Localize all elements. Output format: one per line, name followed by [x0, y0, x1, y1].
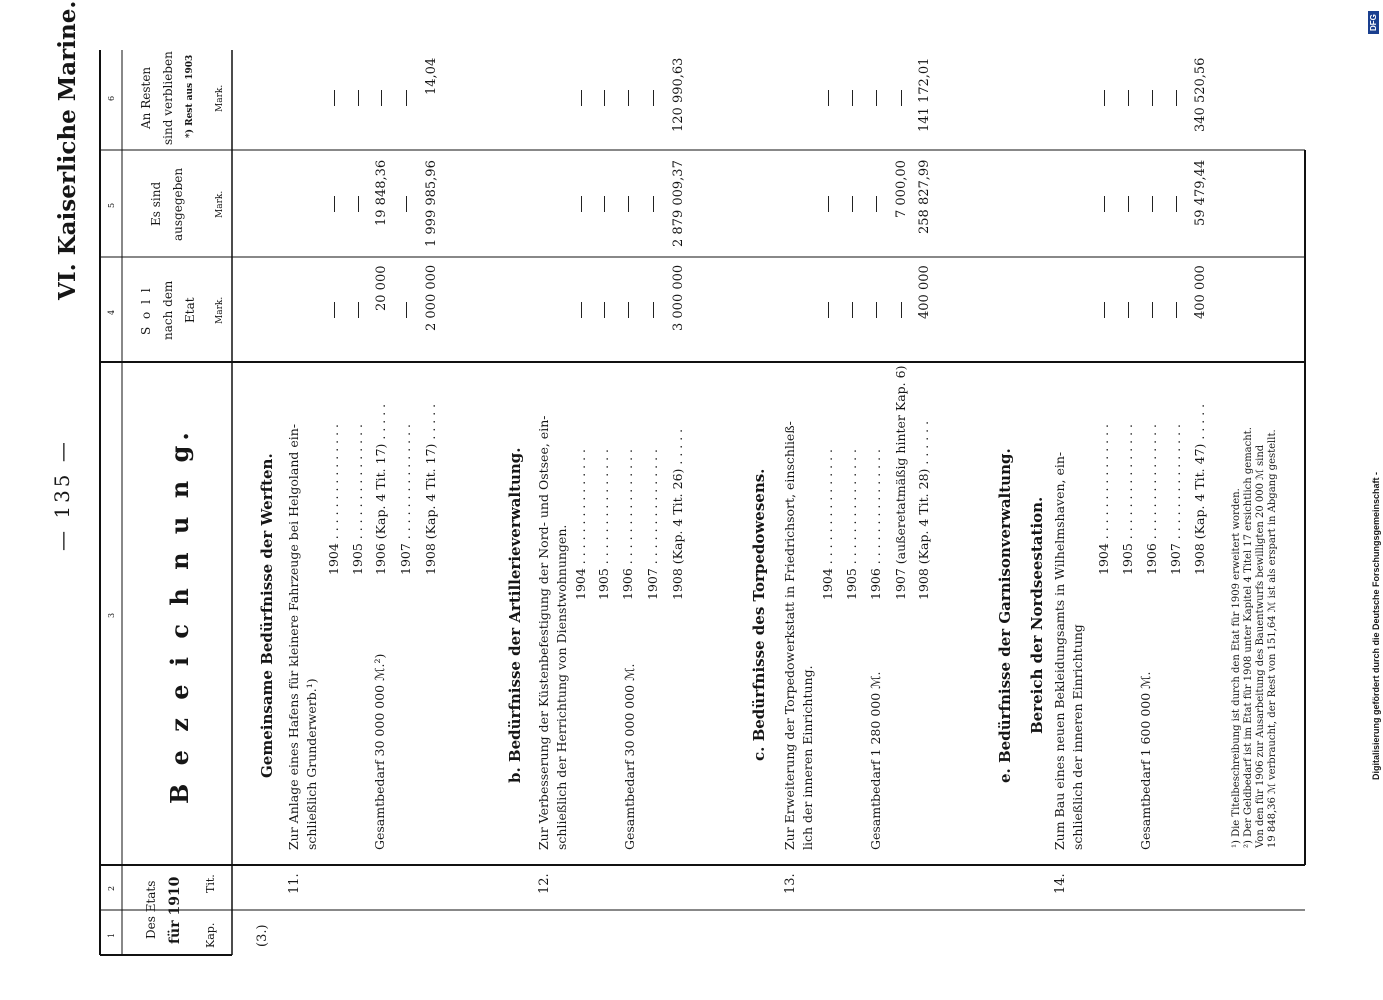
header-reste-mark: Mark. [215, 84, 225, 112]
item-1-year-2: 1906 . . . . . . . . . . . . . . . [620, 448, 635, 600]
item-0-aus-4: 1 999 985,96 [424, 160, 439, 247]
item-1-rest-4: 120 990,63 [671, 57, 686, 132]
item-0-soll-dash-0 [334, 302, 335, 318]
item-2-soll-4: 400 000 [917, 265, 932, 319]
item-3-year-1: 1905 . . . . . . . . . . . . . . . [1120, 423, 1135, 575]
item-0-desc-1: Zur Anlage eines Hafens für kleinere Fahrzeuge bei Helgoland ein- [286, 423, 301, 850]
item-0-soll-2: 20 000 [374, 265, 389, 311]
header-aus-mark: Mark. [215, 190, 225, 218]
item-2-desc-2: lich der inneren Einrichtung. [800, 665, 815, 850]
item-3-gesamt: Gesamtbedarf 1 600 000 ℳ. [1138, 671, 1153, 850]
item-3-soll-dash-3 [1176, 302, 1177, 318]
header-reste-2: sind verblieben [161, 51, 175, 145]
colnum-2: 2 [107, 885, 116, 891]
item-3-rest-dash-2 [1152, 90, 1153, 106]
item-1-soll-dash-0 [581, 302, 582, 318]
item-2-year-3: 1907 (außeretatmäßig hinter Kap. 6) [893, 365, 908, 600]
item-3-aus-dash-0 [1104, 196, 1105, 212]
item-3-aus-dash-2 [1152, 196, 1153, 212]
item-2-desc-1: Zur Erweiterung der Torpedowerkstatt in Friedrichsort, einschließ- [782, 421, 797, 850]
item-3-desc-1: Zum Bau eines neuen Bekleidungsamts in Wilhelmshaven, ein- [1052, 451, 1067, 850]
section-heading-garnison: e. Bedürfnisse der Garnisonverwaltung. [996, 447, 1014, 783]
item-1-year-3: 1907 . . . . . . . . . . . . . . . [645, 448, 660, 600]
item-3-rest-dash-3 [1176, 90, 1177, 106]
item-0-rest-dash-1 [358, 90, 359, 106]
item-3-desc-2: schließlich der inneren Einrichtung [1070, 624, 1085, 850]
item-1-year-0: 1904 . . . . . . . . . . . . . . . [573, 448, 588, 600]
header-aus-1: Es sind [149, 181, 163, 226]
item-0-desc-2: schließlich Grunderwerb.¹) [304, 678, 319, 850]
item-3-year-4: 1908 (Kap. 4 Tit. 47) . . . . . [1192, 403, 1207, 575]
item-0-aus-dash-3 [406, 196, 407, 212]
header-aus-2: ausgegeben [171, 167, 185, 241]
tit-12: 12. [537, 872, 552, 894]
header-tit: Tit. [204, 873, 217, 893]
item-2-aus-dash-1 [852, 196, 853, 212]
item-1-aus-4: 2 879 009,37 [671, 160, 686, 247]
item-0-rest-dash-0 [334, 90, 335, 106]
footnote-2: ²) Der Geldbedarf ist im Etat für 1908 unter Kapitel 4 Titel 17 ersichtlich gemacht. [1243, 427, 1254, 848]
item-3-aus-dash-3 [1176, 196, 1177, 212]
header-soll-3: Etat [183, 297, 197, 323]
page-number: — 135 — [50, 439, 74, 551]
tit-13: 13. [783, 872, 798, 894]
item-1-soll-dash-3 [653, 302, 654, 318]
dfg-logo: DFG [1368, 11, 1379, 34]
item-1-gesamt: Gesamtbedarf 30 000 000 ℳ. [622, 663, 637, 850]
item-0-year-4: 1908 (Kap. 4 Tit. 17) . . . . . [423, 403, 438, 575]
item-1-rest-dash-2 [628, 90, 629, 106]
colnum-5: 5 [107, 202, 116, 208]
footnote-4: 19 848,36 ℳ verbraucht, der Rest von 151,64 ℳ ist als erspart in Abgang gestellt. [1267, 429, 1278, 848]
item-0-aus-dash-0 [334, 196, 335, 212]
item-2-aus-3: 7 000,00 [894, 160, 909, 218]
item-0-aus-dash-1 [358, 196, 359, 212]
header-reste-1: An Resten [139, 66, 153, 129]
item-0-rest-dash-2 [381, 90, 382, 106]
item-0-aus-2: 19 848,36 [374, 159, 389, 226]
item-2-year-0: 1904 . . . . . . . . . . . . . . . [820, 448, 835, 600]
item-1-year-4: 1908 (Kap. 4 Tit. 26) . . . . . [670, 428, 685, 600]
item-3-rest-dash-0 [1104, 90, 1105, 106]
item-1-aus-dash-3 [653, 196, 654, 212]
tit-11: 11. [287, 872, 302, 894]
item-1-desc-1: Zur Verbesserung der Küstenbefestigung der Nord- und Ostsee, ein- [536, 415, 551, 850]
item-0-rest-4: 14,04 [424, 57, 439, 95]
item-3-soll-4: 400 000 [1193, 265, 1208, 319]
item-1-desc-2: schließlich der Herrichtung von Dienstwohnungen. [554, 524, 569, 850]
section-heading-torpedo: c. Bedürfnisse des Torpedowesens. [750, 468, 768, 761]
item-3-soll-dash-1 [1128, 302, 1129, 318]
item-1-year-1: 1905 . . . . . . . . . . . . . . . [596, 448, 611, 600]
colnum-4: 4 [107, 309, 116, 315]
item-1-soll-dash-2 [628, 302, 629, 318]
item-2-aus-dash-2 [876, 196, 877, 212]
header-fuer-1910: für 1910 [167, 876, 183, 944]
item-3-soll-dash-0 [1104, 302, 1105, 318]
header-soll: S o l l [139, 285, 153, 335]
tit-14: 14. [1053, 872, 1068, 894]
footnote-1: ¹) Die Titelbeschreibung ist durch den Etat für 1909 erweitert worden. [1231, 488, 1242, 848]
item-2-rest-4: 141 172,01 [917, 57, 932, 132]
item-0-soll-dash-1 [358, 302, 359, 318]
item-2-rest-dash-1 [852, 90, 853, 106]
header-reste-3: *) Rest aus 1903 [185, 54, 195, 138]
item-2-year-4: 1908 (Kap. 4 Tit. 28) . . . . . . [916, 420, 931, 600]
item-3-rest-dash-1 [1128, 90, 1129, 106]
item-1-soll-4: 3 000 000 [671, 264, 686, 331]
item-2-soll-dash-1 [852, 302, 853, 318]
header-des-etats: Des Etats [144, 880, 158, 939]
item-3-year-3: 1907 . . . . . . . . . . . . . . . [1168, 423, 1183, 575]
item-1-aus-dash-2 [628, 196, 629, 212]
item-2-year-1: 1905 . . . . . . . . . . . . . . . [844, 448, 859, 600]
header-soll-2: nach dem [161, 280, 175, 340]
item-2-year-2: 1906 . . . . . . . . . . . . . . . [868, 448, 883, 600]
footnote-3: Von den für 1906 zur Ausarbeitung des Bauentwurfs bewilligten 20 000 ℳ sind [1255, 444, 1266, 848]
item-3-aus-dash-1 [1128, 196, 1129, 212]
section-heading-artillerie: b. Bedürfnisse der Artillerieverwaltung. [506, 447, 524, 783]
item-3-aus-4: 59 479,44 [1193, 159, 1208, 226]
item-0-gesamt: Gesamtbedarf 30 000 000 ℳ.²) [372, 653, 387, 850]
item-2-soll-dash-3 [901, 302, 902, 318]
item-0-soll-dash-3 [406, 302, 407, 318]
item-3-year-0: 1904 . . . . . . . . . . . . . . . [1096, 423, 1111, 575]
item-2-soll-dash-2 [876, 302, 877, 318]
item-3-soll-dash-2 [1152, 302, 1153, 318]
item-0-rest-dash-3 [406, 90, 407, 106]
item-2-aus-dash-0 [828, 196, 829, 212]
item-3-rest-4: 340 520,56 [1193, 57, 1208, 132]
colnum-3: 3 [107, 612, 116, 618]
header-bezeichnung: B e z e i c h n u n g. [165, 426, 194, 804]
item-2-soll-dash-0 [828, 302, 829, 318]
item-1-rest-dash-0 [581, 90, 582, 106]
colnum-6: 6 [107, 95, 116, 101]
section-title: VI. Kaiserliche Marine. [54, 0, 81, 300]
item-2-rest-dash-2 [876, 90, 877, 106]
item-1-soll-dash-1 [604, 302, 605, 318]
digitization-note: Digitalisierung gefördert durch die Deutsche Forschungsgemeinschaft - [1371, 471, 1381, 780]
item-1-rest-dash-1 [604, 90, 605, 106]
section-subheading-nordsee: Bereich der Nordseestation. [1028, 496, 1046, 734]
item-0-year-3: 1907 . . . . . . . . . . . . . . . [398, 423, 413, 575]
item-3-year-2: 1906 . . . . . . . . . . . . . . . [1144, 423, 1159, 575]
item-0-year-0: 1904 . . . . . . . . . . . . . . . [326, 423, 341, 575]
item-0-year-1: 1905 . . . . . . . . . . . . . . . [350, 423, 365, 575]
header-soll-mark: Mark. [215, 296, 225, 324]
colnum-1: 1 [107, 932, 116, 938]
item-0-soll-4: 2 000 000 [424, 264, 439, 331]
item-1-rest-dash-3 [653, 90, 654, 106]
item-2-rest-dash-3 [901, 90, 902, 106]
item-0-year-2: 1906 (Kap. 4 Tit. 17) . . . . . [373, 403, 388, 575]
item-1-aus-dash-1 [604, 196, 605, 212]
item-1-aus-dash-0 [581, 196, 582, 212]
header-kap: Kap. [204, 922, 217, 948]
item-2-gesamt: Gesamtbedarf 1 280 000 ℳ. [868, 671, 883, 850]
kap-value: (3.) [255, 923, 270, 947]
section-heading-werften: Gemeinsame Bedürfnisse der Werften. [258, 452, 276, 778]
item-2-aus-4: 258 827,99 [917, 159, 932, 234]
item-2-rest-dash-0 [828, 90, 829, 106]
